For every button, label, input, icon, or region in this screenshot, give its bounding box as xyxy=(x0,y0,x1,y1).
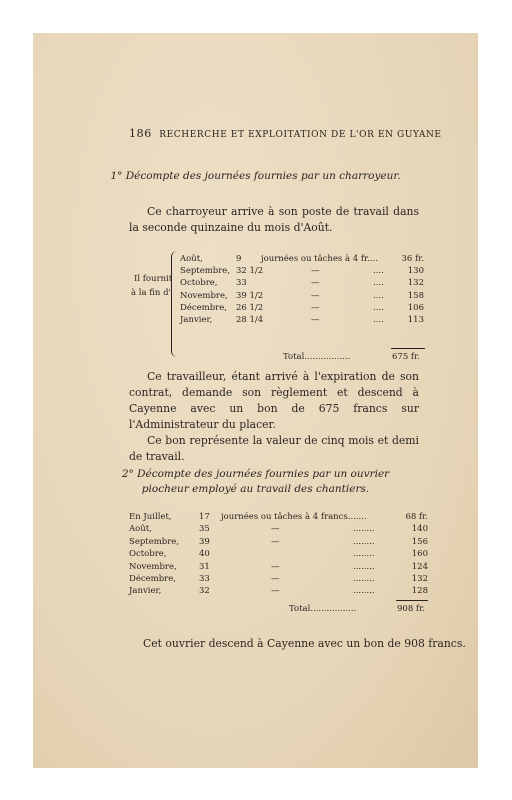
cell-days: 33 xyxy=(199,574,210,584)
table-row xyxy=(33,253,478,265)
cell-desc: — xyxy=(311,266,320,277)
cell-days: 9 xyxy=(236,254,242,264)
table-row xyxy=(33,536,478,548)
cell-month: Août, xyxy=(180,254,203,264)
section1-intro-text: Ce charroyeur arrive à son poste de travail dans la seconde quinzaine du mois d'Août. xyxy=(129,205,419,234)
cell-desc: journées ou tâches à 4 fr.... xyxy=(261,254,378,264)
cell-dots: ........ xyxy=(353,524,375,535)
table-row xyxy=(33,573,478,585)
cell-days: 32 xyxy=(199,586,210,597)
cell-month: Décembre, xyxy=(129,574,176,584)
cell-desc: — xyxy=(311,315,320,325)
table-row xyxy=(33,561,478,573)
cell-month: Septembre, xyxy=(129,536,180,547)
cell-month: Octobre, xyxy=(129,549,167,560)
cell-amount: 128 xyxy=(411,586,428,597)
section1-para1: Ce travailleur, étant arrivé à l'expiration de son contrat, demande son règlement et descend à Cayenne avec un bon de 675 francs sur l'Administrateur du placer. xyxy=(129,370,419,431)
cell-dots: ........ xyxy=(353,561,375,572)
cell-desc: — xyxy=(271,574,280,584)
cell-days: 35 xyxy=(199,524,210,535)
table-row xyxy=(33,585,478,597)
cell-desc: — xyxy=(271,561,280,572)
cell-month: En Juillet, xyxy=(129,512,172,522)
cell-days: 31 xyxy=(199,561,210,572)
cell-month: Août, xyxy=(129,524,152,535)
cell-amount: 106 xyxy=(407,302,424,313)
cell-month: Novembre, xyxy=(129,561,177,572)
cell-desc: — xyxy=(271,536,280,547)
cell-dots: .... xyxy=(373,315,384,325)
cell-amount: 36 fr. xyxy=(401,254,424,264)
cell-days: 17 xyxy=(199,512,210,522)
cell-desc: — xyxy=(311,302,320,313)
cell-amount: 130 xyxy=(407,266,424,277)
cell-desc: journées ou tâches à 4 francs....... xyxy=(221,512,367,522)
section2-title-line1: 2° Décompte des journées fournies par un ouvrier xyxy=(121,468,390,480)
cell-dots: ........ xyxy=(353,549,375,560)
total-rule-2 xyxy=(396,600,428,601)
cell-month: Octobre, xyxy=(180,278,218,289)
cell-dots: .... xyxy=(373,266,384,277)
cell-amount: 113 xyxy=(407,315,424,325)
cell-amount: 160 xyxy=(411,549,428,560)
section2-title xyxy=(33,467,478,497)
table-row xyxy=(33,511,478,523)
table-row xyxy=(33,290,478,302)
cell-days: 39 xyxy=(199,536,210,547)
running-title: RECHERCHE ET EXPLOITATION DE L'OR EN GUYANE xyxy=(159,130,442,140)
cell-amount: 156 xyxy=(411,536,428,547)
running-header xyxy=(129,127,478,140)
table-row xyxy=(33,523,478,535)
cell-days: 33 xyxy=(236,278,247,289)
total-label: Total................. xyxy=(283,352,351,362)
cell-dots: .... xyxy=(373,302,384,313)
table-row xyxy=(33,314,478,326)
cell-month: Septembre, xyxy=(180,266,231,277)
cell-days: 32 1/2 xyxy=(236,266,264,277)
section1-title: 1° Décompte des journées fournies par un charroyeur. xyxy=(110,170,401,182)
cell-days: 40 xyxy=(199,549,210,560)
cell-amount: 140 xyxy=(411,524,428,535)
cell-amount: 132 xyxy=(411,574,428,584)
cell-dots: ........ xyxy=(353,586,375,597)
total-label-2: Total................. xyxy=(289,604,357,614)
cell-month: Janvier, xyxy=(129,586,162,597)
cell-days: 28 1/4 xyxy=(236,315,264,325)
table-row xyxy=(33,548,478,560)
total-rule xyxy=(391,348,425,349)
cell-days: 39 1/2 xyxy=(236,290,264,301)
cell-dots: ........ xyxy=(353,536,375,547)
cell-month: Décembre, xyxy=(180,302,227,313)
total-amount: 675 fr. xyxy=(392,352,420,362)
side-label-2: à la fin d' xyxy=(131,288,171,298)
section2-title-line2: piocheur employé au travail des chantiers. xyxy=(141,483,370,495)
page xyxy=(33,33,478,768)
side-label-1: Il fournit xyxy=(134,274,173,284)
total-amount-2: 908 fr. xyxy=(397,604,425,614)
section1-para2: Ce bon représente la valeur de cinq mois et demi de travail. xyxy=(129,434,419,463)
cell-days: 26 1/2 xyxy=(236,302,264,313)
table-row xyxy=(33,302,478,314)
section1-conclusion xyxy=(129,369,419,465)
table-row xyxy=(33,277,478,289)
table-row xyxy=(33,265,478,277)
cell-amount: 68 fr. xyxy=(405,512,428,522)
section2-closing: Cet ouvrier descend à Cayenne avec un bon de 908 francs. xyxy=(143,637,466,650)
cell-month: Novembre, xyxy=(180,290,228,301)
cell-month: Janvier, xyxy=(180,315,213,325)
cell-dots: ........ xyxy=(353,574,375,584)
cell-amount: 124 xyxy=(411,561,428,572)
page-number: 186 xyxy=(129,127,152,140)
cell-amount: 158 xyxy=(407,290,424,301)
cell-desc: — xyxy=(271,524,280,535)
cell-desc: — xyxy=(311,278,320,289)
section1-intro xyxy=(129,204,419,236)
cell-desc: — xyxy=(311,290,320,301)
cell-desc: — xyxy=(271,586,280,597)
cell-dots: .... xyxy=(373,278,384,289)
cell-amount: 132 xyxy=(407,278,424,289)
cell-dots: .... xyxy=(373,290,384,301)
